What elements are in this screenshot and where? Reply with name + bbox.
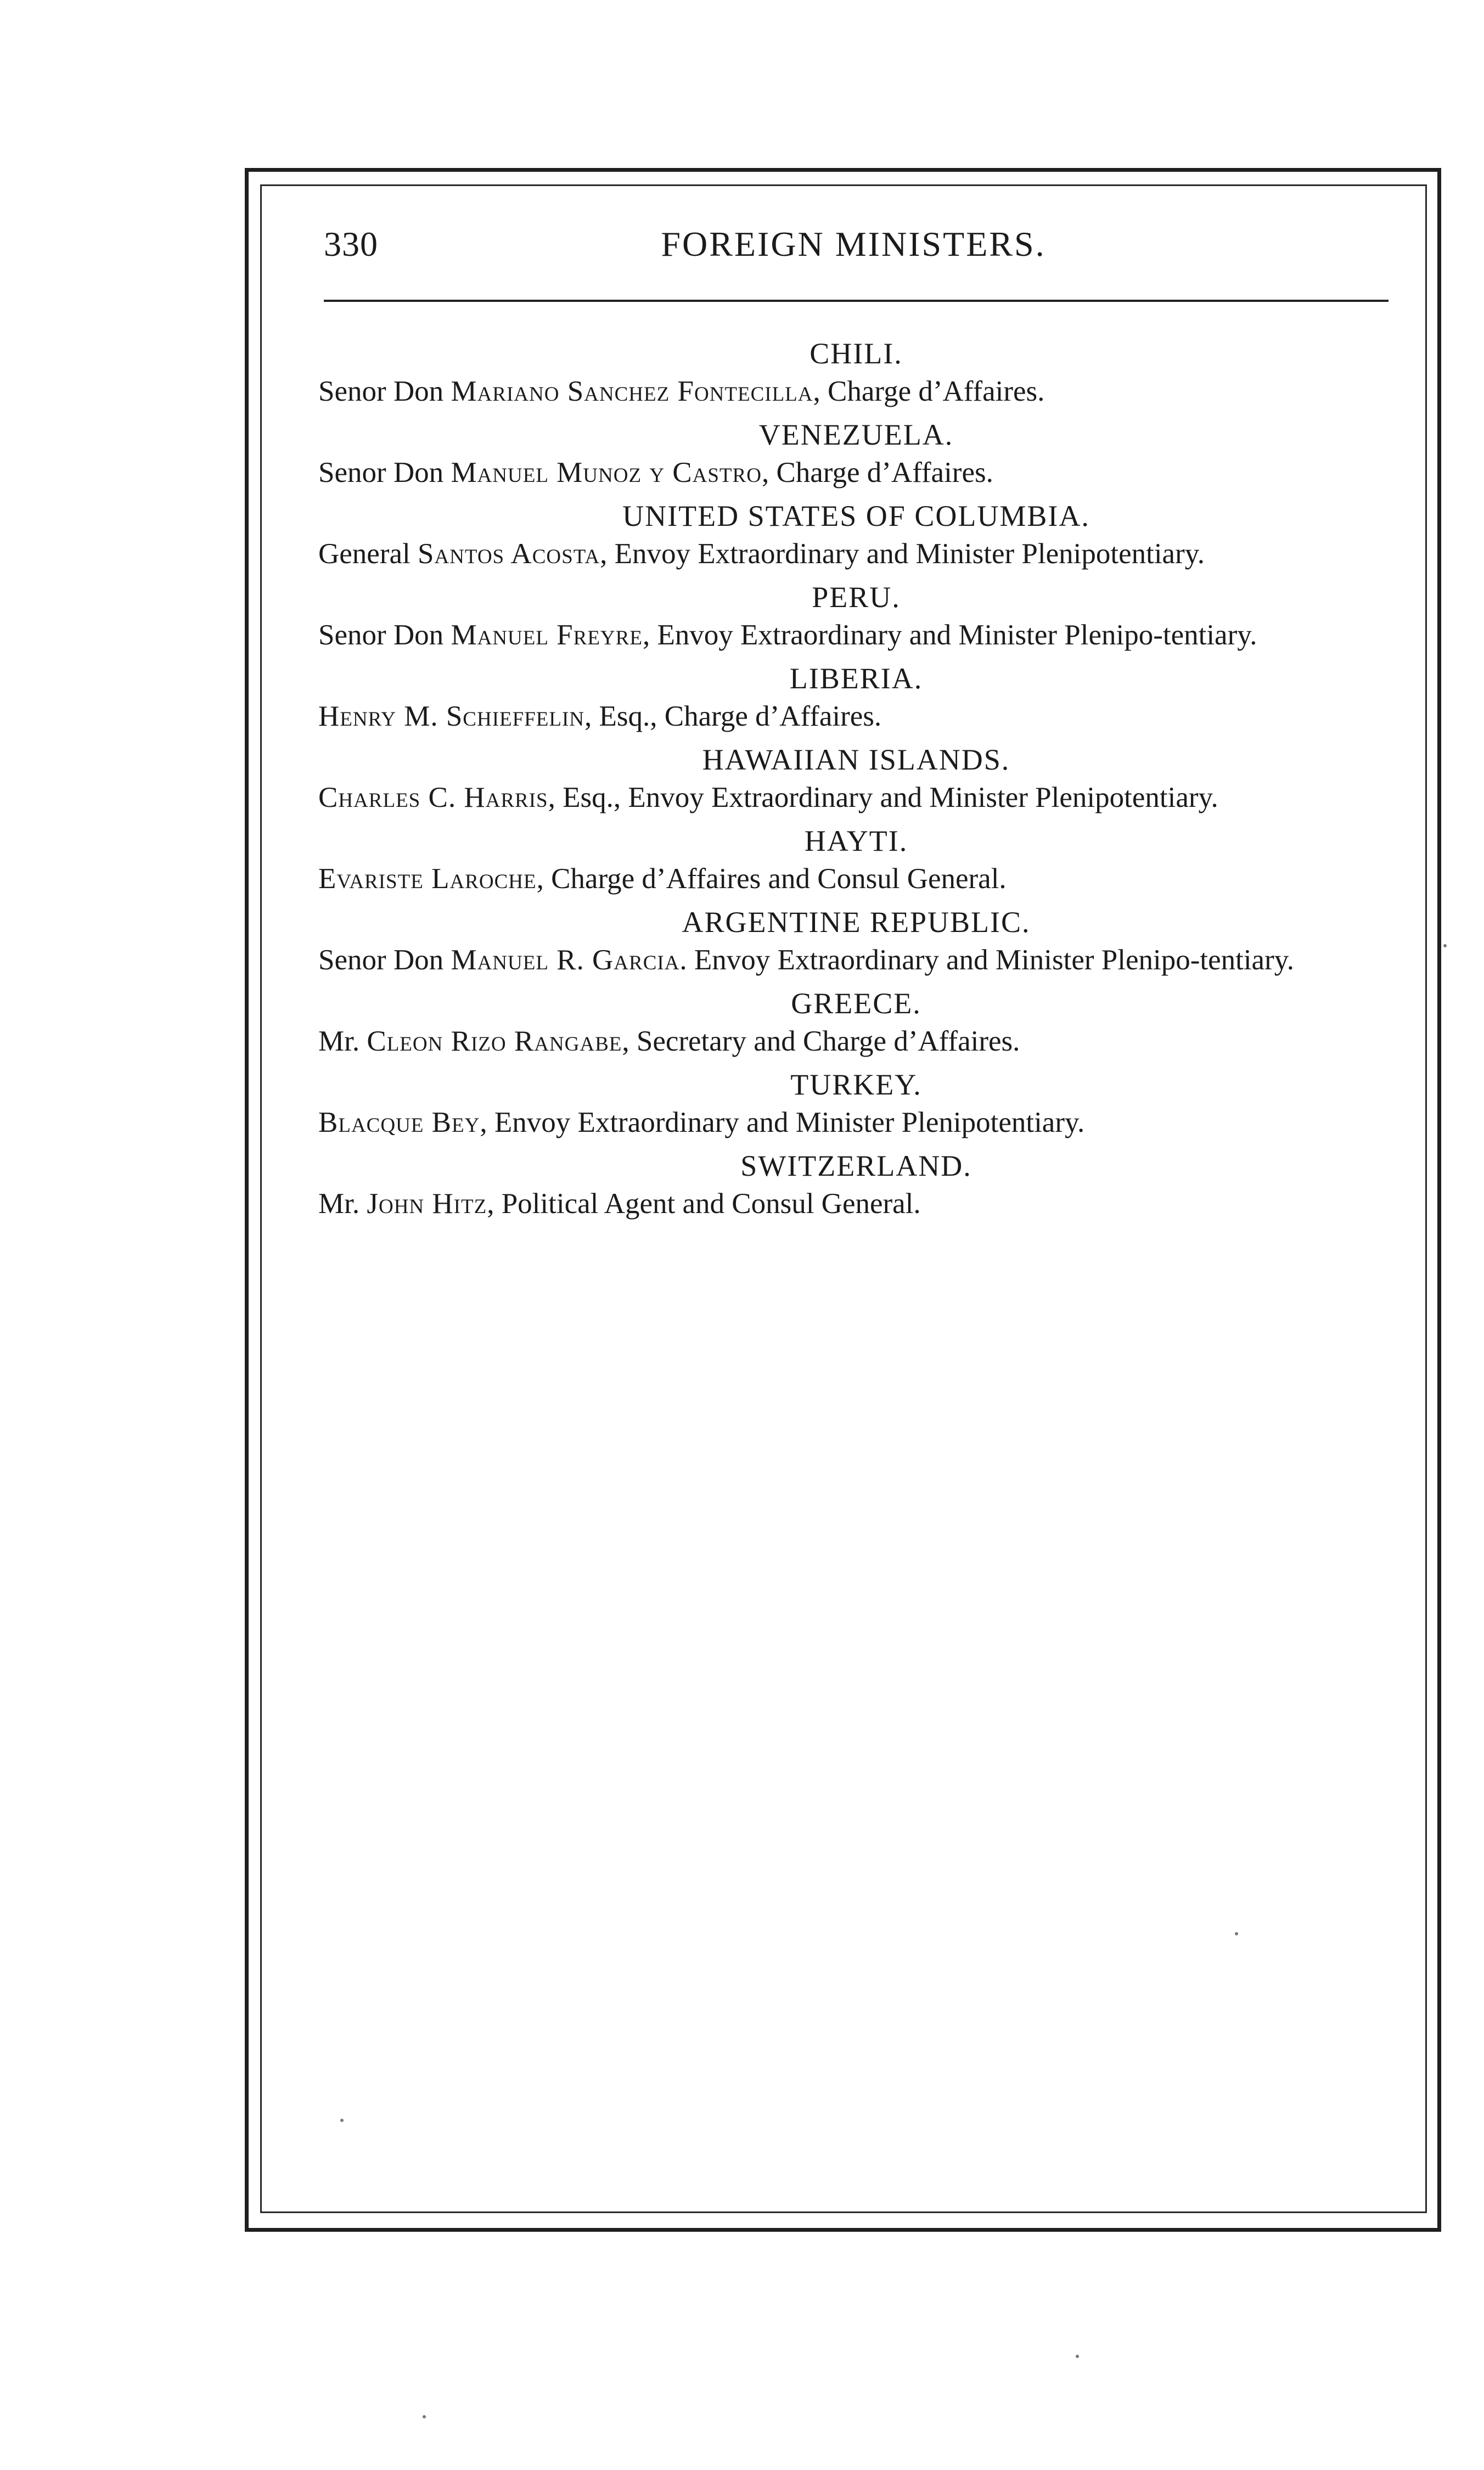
country-heading: PERU. <box>812 581 901 614</box>
minister-entry <box>318 536 1394 572</box>
minister-title: , Envoy Extraordinary and Minister Plenipotentiary. <box>600 538 1205 570</box>
minister-title: , Charge d’Affaires. <box>761 457 993 489</box>
entry-prefix: Senor Don <box>318 457 451 489</box>
minister-title: , Secretary and Charge d’Affaires. <box>622 1025 1020 1057</box>
minister-title: , Charge d’Affaires. <box>813 375 1045 407</box>
minister-name: Santos Acosta <box>417 538 600 570</box>
minister-name: Charles C. Harris <box>318 782 548 813</box>
country-heading: HAWAIIAN ISLANDS. <box>702 743 1010 776</box>
minister-title: , Esq., Envoy Extraordinary and Minister Plenipotentiary. <box>548 782 1218 813</box>
country-heading: VENEZUELA. <box>758 418 954 451</box>
minister-name: Evariste Laroche <box>318 863 537 895</box>
minister-entry <box>318 861 1394 897</box>
minister-title: , Charge d’Affaires and Consul General. <box>536 863 1007 895</box>
minister-entry <box>318 454 1394 491</box>
country-heading: LIBERIA. <box>789 662 923 695</box>
paper-speck <box>1443 944 1447 947</box>
minister-entry <box>318 617 1394 653</box>
paper-speck <box>1235 1932 1238 1935</box>
country-heading: SWITZERLAND. <box>740 1149 972 1182</box>
minister-entry <box>318 1023 1394 1059</box>
minister-name: Manuel Munoz y Castro <box>451 457 762 489</box>
minister-name: John Hitz <box>367 1188 487 1220</box>
minister-title: , Envoy Extraordinary and Minister Plenipo-tentiary. <box>642 619 1257 651</box>
country-heading: CHILI. <box>810 337 903 370</box>
minister-title: , Esq., Charge d’Affaires. <box>584 700 882 732</box>
minister-name: Manuel Freyre <box>451 619 643 651</box>
country-heading: UNITED STATES OF COLUMBIA. <box>622 499 1090 532</box>
minister-name: Cleon Rizo Rangabe <box>367 1025 622 1057</box>
paper-speck <box>1076 2355 1079 2358</box>
entry-prefix: Senor Don <box>318 944 451 976</box>
country-heading: TURKEY. <box>790 1068 922 1101</box>
minister-entry <box>318 1186 1394 1222</box>
country-heading: ARGENTINE REPUBLIC. <box>682 906 1031 939</box>
minister-title: , Envoy Extraordinary and Minister Plenipotentiary. <box>480 1107 1085 1138</box>
page-number: 330 <box>324 224 378 263</box>
minister-title: , Political Agent and Consul General. <box>487 1188 921 1220</box>
entry-prefix: Senor Don <box>318 619 451 651</box>
minister-name: Blacque Bey <box>318 1107 480 1138</box>
paper-speck <box>340 2119 344 2122</box>
minister-entry <box>318 698 1394 734</box>
minister-name: Manuel R. Garcia <box>451 944 680 976</box>
country-heading: HAYTI. <box>804 824 908 857</box>
minister-title: . Envoy Extraordinary and Minister Plenipo-tentiary. <box>679 944 1295 976</box>
country-heading: GREECE. <box>791 987 921 1020</box>
minister-entry <box>318 1104 1394 1141</box>
ministers-list <box>318 329 1394 1227</box>
minister-name: Mariano Sanchez Fontecilla <box>451 375 813 407</box>
minister-name: Henry M. Schieffelin <box>318 700 585 732</box>
running-head: FOREIGN MINISTERS. <box>661 224 1046 263</box>
entry-prefix: General <box>318 538 418 570</box>
minister-entry <box>318 779 1394 816</box>
entry-prefix: Mr. <box>318 1188 367 1220</box>
entry-prefix: Senor Don <box>318 375 451 407</box>
minister-entry <box>318 942 1394 978</box>
minister-entry <box>318 373 1394 409</box>
header-rule <box>324 300 1389 302</box>
entry-prefix: Mr. <box>318 1025 367 1057</box>
paper-speck <box>423 2415 426 2418</box>
